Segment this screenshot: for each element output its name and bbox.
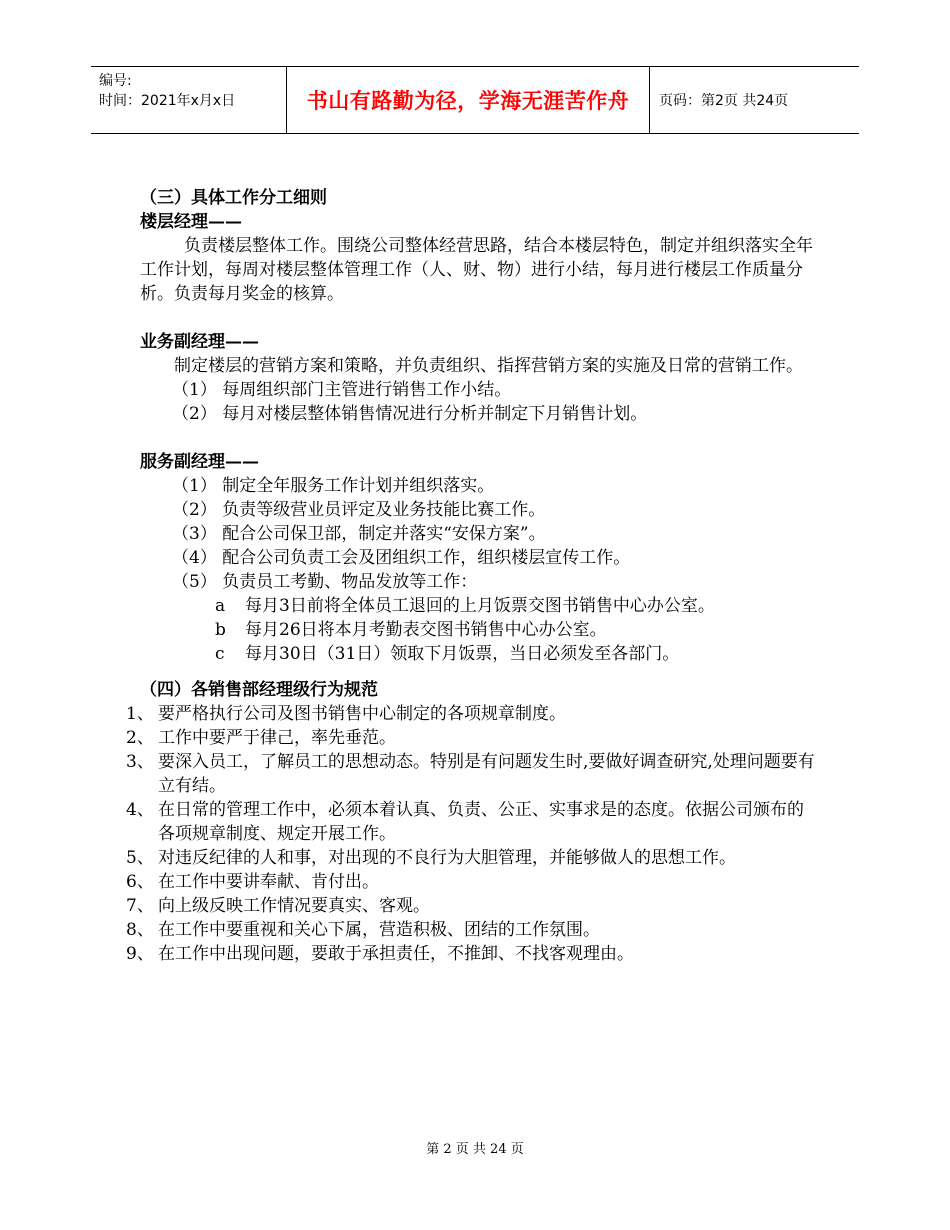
- list-text: 在工作中出现问题，要敢于承担责任，不推卸、不找客观理由。: [158, 944, 634, 964]
- list-text: 在日常的管理工作中，必须本着认真、负责、公正、实事求是的态度。依据公司颁布的各项规章制度、规定开展工作。: [158, 800, 804, 844]
- service-vice-title: 服务副经理——: [140, 452, 259, 472]
- business-vice-item-1: （1） 每周组织部门主管进行销售工作小结。: [172, 380, 512, 400]
- service-vice-item-4: （4） 配合公司负责工会及团组织工作，组织楼层宣传工作。: [172, 548, 631, 568]
- subitem-text: 每月3日前将全体员工退回的上月饭票交图书销售中心办公室。: [245, 596, 715, 616]
- list-marker: 6、: [126, 872, 154, 892]
- header-page: 页码：第2页 共24页: [659, 93, 789, 109]
- behavior-list: [126, 702, 820, 966]
- list-text: 要严格执行公司及图书销售中心制定的各项规章制度。: [158, 704, 566, 724]
- list-item: [126, 750, 820, 798]
- floor-manager-text: 负责楼层整体工作。围绕公司整体经营思路，结合本楼层特色，制定并组织落实全年工作计划，每周对楼层整体管理工作（人、财、物）进行小结，每月进行楼层工作质量分析。负责每月奖金的核算。: [140, 236, 813, 304]
- business-vice-title: 业务副经理——: [140, 332, 259, 352]
- service-subitem-b: [140, 618, 820, 642]
- subitem-text: 每月26日将本月考勤表交图书销售中心办公室。: [245, 620, 607, 640]
- list-item: [126, 894, 820, 918]
- list-item: [126, 726, 820, 750]
- list-item: [126, 942, 820, 966]
- list-item: [126, 870, 820, 894]
- floor-manager-title: 楼层经理——: [140, 212, 242, 232]
- service-subitem-a: [140, 594, 820, 618]
- list-item: [126, 918, 820, 942]
- header-time: 时间：2021年x月x日: [99, 93, 236, 109]
- list-marker: 7、: [126, 896, 154, 916]
- list-text: 在工作中要重视和关心下属，营造积极、团结的工作氛围。: [158, 920, 600, 940]
- list-marker: 8、: [126, 920, 154, 940]
- list-item: [126, 702, 820, 726]
- header-number: 编号:: [99, 73, 132, 89]
- list-marker: 5、: [126, 848, 154, 868]
- list-text: 要深入员工，了解员工的思想动态。特别是有问题发生时,要做好调查研究,处理问题要有立有结。: [158, 752, 815, 796]
- document-body: [126, 186, 820, 966]
- service-vice-item-2: （2） 负责等级营业员评定及业务技能比赛工作。: [172, 500, 546, 520]
- list-marker: 9、: [126, 944, 154, 964]
- list-marker: 4、: [126, 800, 154, 820]
- list-text: 向上级反映工作情况要真实、客观。: [158, 896, 430, 916]
- list-marker: 3、: [126, 752, 154, 772]
- header-meta: [91, 67, 287, 133]
- list-marker: 1、: [126, 704, 154, 724]
- list-text: 对违反纪律的人和事，对出现的不良行为大胆管理，并能够做人的思想工作。: [158, 848, 736, 868]
- page-header: [91, 66, 859, 134]
- header-motto: 书山有路勤为径，学海无涯苦作舟: [287, 67, 650, 133]
- subitem-marker: c: [215, 644, 225, 664]
- section3-title: （三）具体工作分工细则: [140, 188, 327, 208]
- list-text: 工作中要严于律己，率先垂范。: [158, 728, 396, 748]
- list-item: [126, 798, 820, 846]
- section4-title: （四）各销售部经理级行为规范: [140, 680, 378, 700]
- subitem-marker: b: [215, 620, 226, 640]
- list-marker: 2、: [126, 728, 154, 748]
- service-subitem-c: [140, 642, 820, 666]
- business-vice-text: 制定楼层的营销方案和策略，并负责组织、指挥营销方案的实施及日常的营销工作。: [174, 356, 803, 376]
- list-item: [126, 846, 820, 870]
- service-vice-item-3: （3） 配合公司保卫部，制定并落实“安保方案”。: [172, 524, 546, 544]
- page-footer: 第 2 页 共 24 页: [426, 1142, 524, 1157]
- service-vice-item-5: （5） 负责员工考勤、物品发放等工作：: [172, 572, 478, 592]
- service-vice-item-1: （1） 制定全年服务工作计划并组织落实。: [172, 476, 495, 496]
- subitem-text: 每月30日（31日）领取下月饭票，当日必须发至各部门。: [245, 644, 680, 664]
- subitem-marker: a: [215, 596, 226, 616]
- business-vice-item-2: （2） 每月对楼层整体销售情况进行分析并制定下月销售计划。: [172, 404, 648, 424]
- list-text: 在工作中要讲奉献、肯付出。: [158, 872, 379, 892]
